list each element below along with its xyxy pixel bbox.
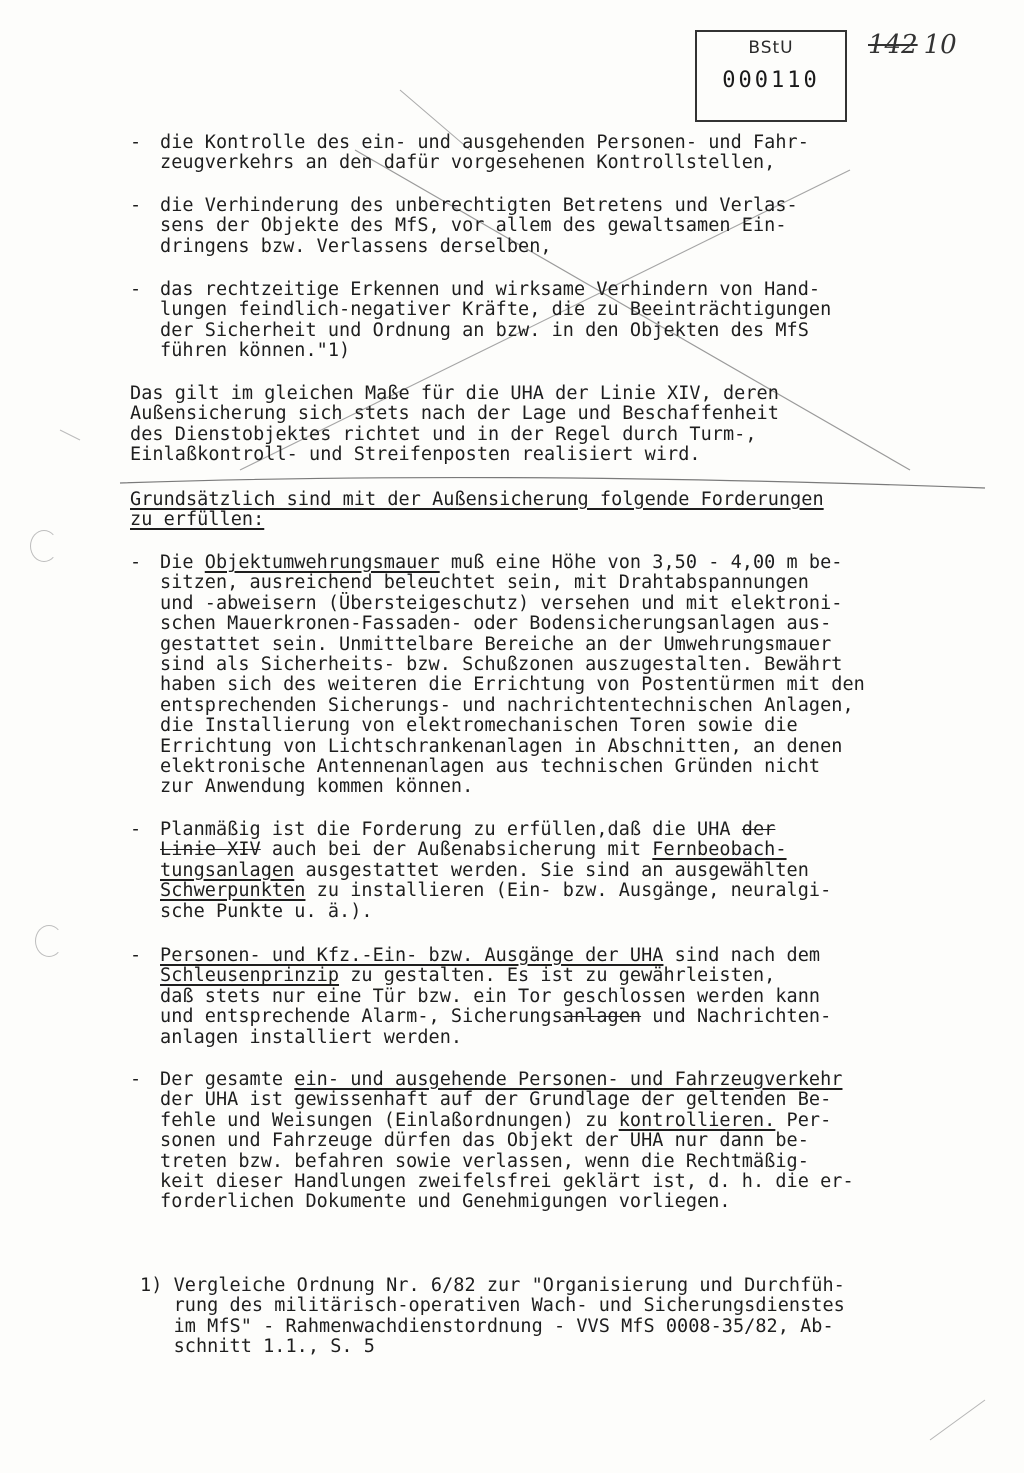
text-line: zeugverkehrs an den dafür vorgesehenen Kontrollstellen,: [160, 152, 776, 174]
text-line: anlagen installiert werden.: [160, 1026, 463, 1048]
page-number: [868, 30, 957, 60]
text-line: die Verhinderung des unberechtigten Betretens und Verlas-: [160, 195, 798, 216]
bullet-dash: -: [130, 945, 142, 966]
struck-text: anlagen: [562, 1006, 642, 1028]
text-line: Errichtung von Lichtschrankenanlagen in Abschnitten, an denen: [160, 735, 843, 757]
text-fragment: ausgestattet werden. Sie sind an ausgewählten: [294, 859, 809, 881]
text-line: keit dieser Handlungen zweifelsfrei geklärt ist, d. h. die er-: [160, 1171, 854, 1193]
bullet-dash: -: [130, 552, 142, 573]
text-line: Einlaßkontroll- und Streifenposten realisiert wird.: [130, 444, 701, 466]
bullet-dash: -: [130, 132, 142, 153]
paragraph-linie-xiv: [130, 384, 779, 466]
text-line: haben sich des weiteren die Errichtung von Postentürmen mit den: [160, 674, 865, 696]
text-fragment: Der gesamte: [160, 1069, 295, 1090]
footnote-line: 1) Vergleiche Ordnung Nr. 6/82 zur "Organisierung und Durchfüh-: [140, 1275, 845, 1296]
footnote-line: schnitt 1.1., S. 5: [140, 1336, 375, 1358]
text-fragment: Planmäßig ist die Forderung zu erfüllen,daß die UHA: [160, 819, 742, 840]
text-line: Das gilt im gleichen Maße für die UHA der Linie XIV, deren: [130, 383, 779, 404]
text-line: die Kontrolle des ein- und ausgehenden Personen- und Fahr-: [160, 132, 809, 153]
underlined-term: Schleusenprinzip: [160, 965, 340, 987]
text-line: sens der Objekte des MfS, vor allem des gewaltsamen Ein-: [160, 215, 787, 237]
bullet-dash: -: [130, 819, 142, 840]
text-fragment: Die: [160, 552, 205, 573]
text-fragment: Per-: [775, 1109, 832, 1131]
underlined-term: ein- und ausgehende Personen- und Fahrzeugverkehr: [294, 1069, 843, 1090]
text-fragment: und Nachrichten-: [641, 1006, 832, 1028]
stamp-org: BStU: [748, 38, 794, 58]
text-line: sche Punkte u. ä.).: [160, 900, 373, 922]
text-line: entsprechenden Sicherungs- und nachrichtentechnischen Anlagen,: [160, 694, 854, 716]
text-line: lungen feindlich-negativer Kräfte, die zu Beeinträchtigungen: [160, 299, 832, 321]
underlined-term: Fernbeobach-: [652, 839, 787, 861]
text-line: Außensicherung sich stets nach der Lage und Beschaffenheit: [130, 403, 779, 425]
text-line: treten bzw. befahren sowie verlassen, wenn die Rechtmäßig-: [160, 1150, 809, 1172]
text-line: forderlichen Dokumente und Genehmigungen vorliegen.: [160, 1191, 731, 1213]
text-line: die Installierung von elektromechanischen Toren sowie die: [160, 715, 798, 737]
underlined-term: tungsanlagen: [160, 859, 295, 881]
section-heading: [130, 490, 824, 531]
text-line: dringens bzw. Verlassens derselben,: [160, 235, 552, 257]
struck-text: der: [741, 819, 776, 840]
page-number-current: 10: [923, 30, 957, 60]
bullet-fernbeobachtung: [160, 820, 831, 922]
bullet-erkennen: [160, 280, 831, 362]
bullet-schleusenprinzip: [160, 946, 831, 1048]
text-line: elektronische Antennenanlagen aus technischen Gründen nicht: [160, 756, 821, 778]
underlined-term: kontrollieren.: [618, 1109, 776, 1131]
bullet-dash: -: [130, 279, 142, 300]
text-fragment: und entsprechende Alarm-, Sicherungs: [160, 1006, 563, 1028]
text-line: und -abweisern (Übersteigeschutz) versehen und mit elektroni-: [160, 592, 843, 614]
page-number-struck: 142: [868, 30, 918, 60]
bullet-dash: -: [130, 1069, 142, 1090]
text-line: der Sicherheit und Ordnung an bzw. in den Objekten des MfS: [160, 319, 809, 341]
text-fragment: zu gestalten. Es ist zu gewährleisten,: [339, 965, 776, 987]
text-fragment: sind nach dem: [663, 945, 821, 966]
bullet-verhinderung: [160, 196, 798, 257]
text-fragment: fehle und Weisungen (Einlaßordnungen) zu: [160, 1109, 619, 1131]
text-fragment: muß eine Höhe von 3,50 - 4,00 m be-: [439, 552, 843, 573]
bullet-kontrolle: [160, 133, 809, 174]
underlined-term: Personen- und Kfz.-Ein- bzw. Ausgänge der UHA: [160, 945, 664, 966]
text-line: das rechtzeitige Erkennen und wirksame Verhindern von Hand-: [160, 279, 821, 300]
bullet-verkehr: [160, 1070, 854, 1213]
footnote-line: im MfS" - Rahmenwachdienstordnung - VVS MfS 0008-35/82, Ab-: [140, 1315, 834, 1337]
bullet-dash: -: [130, 195, 142, 216]
text-line: sonen und Fahrzeuge dürfen das Objekt der UHA nur dann be-: [160, 1130, 809, 1152]
footnote-line: rung des militärisch-operativen Wach- und Sicherungsdienstes: [140, 1295, 845, 1317]
heading-line: zu erfüllen:: [130, 509, 265, 531]
underlined-term: Schwerpunkten: [160, 880, 306, 902]
underlined-term: Objektumwehrungsmauer: [204, 552, 440, 573]
text-line: des Dienstobjektes richtet und in der Regel durch Turm-,: [130, 423, 757, 445]
text-line: sitzen, ausreichend beleuchtet sein, mit Drahtabspannungen: [160, 572, 809, 594]
text-line: sind als Sicherheits- bzw. Schußzonen auszugestalten. Bewährt: [160, 654, 843, 676]
stamp-number: 000110: [722, 68, 820, 93]
text-line: führen können."1): [160, 340, 351, 362]
text-line: daß stets nur eine Tür bzw. ein Tor geschlossen werden kann: [160, 985, 821, 1007]
punch-hole-mark: [30, 530, 58, 562]
text-fragment: zu installieren (Ein- bzw. Ausgänge, neuralgi-: [305, 880, 832, 902]
punch-hole-mark: [35, 925, 63, 957]
footnote: [140, 1276, 845, 1358]
text-line: der UHA ist gewissenhaft auf der Grundlage der geltenden Be-: [160, 1089, 832, 1111]
heading-line: Grundsätzlich sind mit der Außensicherung folgende Forderungen: [130, 489, 824, 510]
archive-stamp: [695, 30, 847, 122]
text-line: schen Mauerkronen-Fassaden- oder Bodensicherungsanlagen aus-: [160, 613, 832, 635]
text-line: zur Anwendung kommen können.: [160, 776, 474, 798]
struck-text: Linie XIV: [160, 839, 261, 861]
bullet-umwehrungsmauer: [160, 553, 865, 798]
text-line: gestattet sein. Unmittelbare Bereiche an der Umwehrungsmauer: [160, 633, 832, 655]
text-fragment: auch bei der Außenabsicherung mit: [260, 839, 653, 861]
